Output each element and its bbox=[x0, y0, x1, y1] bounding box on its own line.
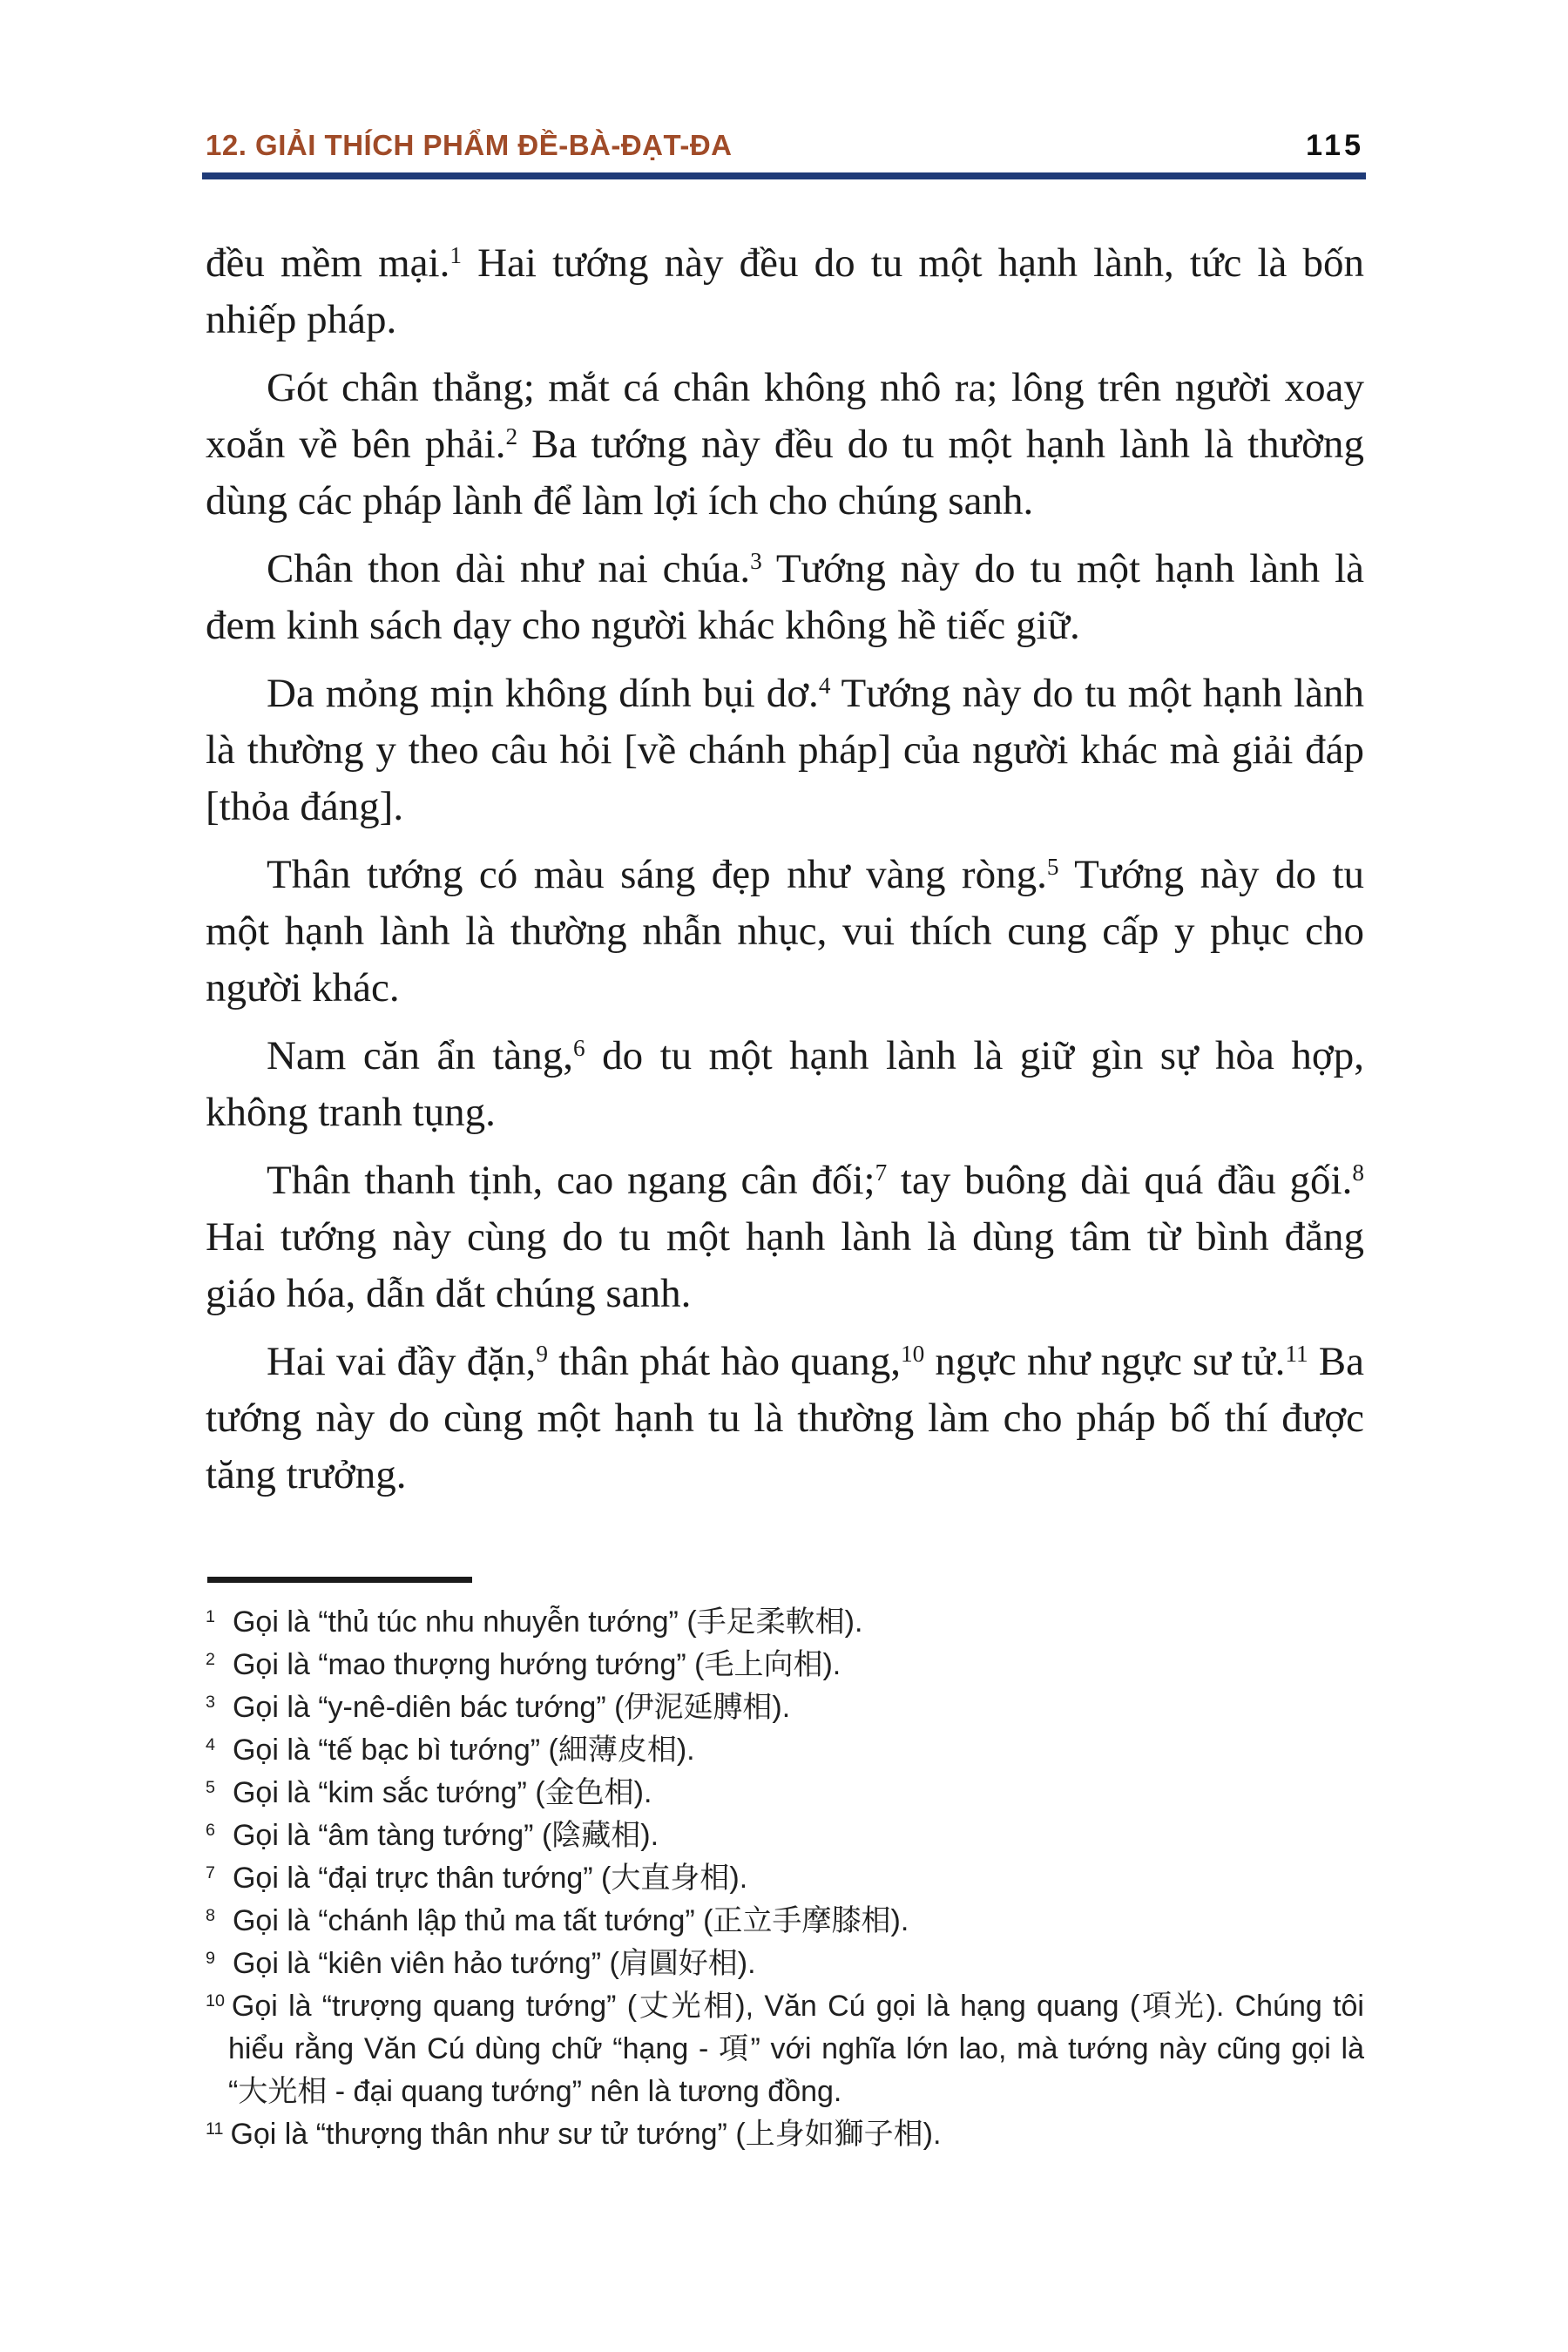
footnotes-section bbox=[206, 1601, 1364, 2156]
body-paragraph: Thân thanh tịnh, cao ngang cân đối;$^7$ tay buông dài quá đầu gối.$^8$ Hai tướng này cùng do tu một hạnh lành là dùng tâm từ bình đẳng giáo hóa, dẫn dắt chúng sanh. bbox=[206, 1158, 1364, 1316]
footnote-reference: 5 bbox=[1046, 854, 1059, 881]
footnote-number: 9 bbox=[206, 1949, 215, 1969]
body-paragraph: đều mềm mại.$^1$ Hai tướng này đều do tu một hạnh lành, tức là bốn nhiếp pháp. bbox=[206, 240, 1364, 342]
footnote-reference: 7 bbox=[875, 1159, 888, 1186]
footnote-reference: 10 bbox=[900, 1341, 925, 1368]
footnote-number: 3 bbox=[206, 1693, 215, 1713]
footnote: $^2$ Gọi là “mao thượng hướng tướng” (毛上向相). bbox=[206, 1648, 841, 1681]
body-paragraph: Gót chân thẳng; mắt cá chân không nhô ra; lông trên người xoay xoắn về bên phải.$^2$ Ba tướng này đều do tu một hạnh lành là thường dùng các pháp lành để làm lợi ích cho chúng sanh. bbox=[206, 365, 1364, 524]
body-paragraph: Da mỏng mịn không dính bụi dơ.$^4$ Tướng này do tu một hạnh lành là thường y theo câu hỏi [về chánh pháp] của người khác mà giải đáp [thỏa đáng]. bbox=[206, 671, 1364, 829]
footnote: $^5$ Gọi là “kim sắc tướng” (金色相). bbox=[206, 1776, 652, 1809]
footnote-number: 8 bbox=[206, 1906, 215, 1926]
page-number: 115 bbox=[1306, 129, 1364, 162]
footnote: $^6$ Gọi là “âm tàng tướng” (陰藏相). bbox=[206, 1819, 659, 1852]
body-paragraph: Thân tướng có màu sáng đẹp như vàng ròng.$^5$ Tướng này do tu một hạnh lành là thường nhẫn nhục, vui thích cung cấp y phục cho người khác. bbox=[206, 852, 1365, 1010]
footnote-number: 6 bbox=[206, 1821, 215, 1841]
body-paragraph: Chân thon dài như nai chúa.$^3$ Tướng này do tu một hạnh lành là đem kinh sách dạy cho người khác không hề tiếc giữ. bbox=[206, 546, 1364, 648]
header-rule bbox=[202, 172, 1366, 179]
footnote-number: 11 bbox=[206, 2119, 224, 2139]
footnote-number: 5 bbox=[206, 1778, 215, 1798]
footnote: $^1$ Gọi là “thủ túc nhu nhuyễn tướng” (手足柔軟相). bbox=[206, 1605, 863, 1639]
body-paragraph: Nam căn ẩn tàng,$^6$ do tu một hạnh lành là giữ gìn sự hòa hợp, không tranh tụng. bbox=[206, 1033, 1364, 1135]
footnote: $^9$ Gọi là “kiên viên hảo tướng” (肩圓好相). bbox=[206, 1947, 756, 1980]
footnote-number: 7 bbox=[206, 1863, 215, 1883]
footnote-reference: 3 bbox=[750, 548, 762, 575]
footnote-reference: 6 bbox=[573, 1035, 585, 1062]
footnote-number: 2 bbox=[206, 1650, 215, 1670]
footnote-number: 10 bbox=[206, 1991, 225, 2011]
footnote-number: 1 bbox=[206, 1607, 215, 1627]
body-text bbox=[206, 235, 1364, 1515]
footnote-reference: 8 bbox=[1352, 1159, 1364, 1186]
footnote-reference: 2 bbox=[505, 423, 518, 450]
body-paragraph: Hai vai đầy đặn,$^9$ thân phát hào quang,$^{10}$ ngực như ngực sư tử.$^{11}$ Ba tướng này do cùng một hạnh tu là thường làm cho pháp bố thí được tăng trưởng. bbox=[206, 1339, 1364, 1497]
page-header bbox=[206, 129, 1364, 163]
running-head-chapter-title: 12. GIẢI THÍCH PHẨM ĐỀ-BÀ-ĐẠT-ĐA bbox=[206, 129, 733, 161]
footnote-reference: 9 bbox=[536, 1341, 548, 1368]
footnote-reference: 11 bbox=[1285, 1341, 1308, 1368]
footnote-reference: 1 bbox=[449, 242, 462, 269]
footnote-reference: 4 bbox=[818, 672, 831, 700]
footnote: $^4$ Gọi là “tế bạc bì tướng” (細薄皮相). bbox=[206, 1734, 695, 1767]
footnote: $^7$ Gọi là “đại trực thân tướng” (大直身相). bbox=[206, 1862, 748, 1895]
footnote: $^3$ Gọi là “y-nê-diên bác tướng” (伊泥延膊相). bbox=[206, 1691, 791, 1724]
footnote: $^8$ Gọi là “chánh lập thủ ma tất tướng” (正立手摩膝相). bbox=[206, 1904, 909, 1937]
footnote-separator bbox=[207, 1577, 472, 1583]
footnote: $^{10}$ Gọi là “trượng quang tướng” (丈光相), Văn Cú gọi là hạng quang (項光). Chúng tôi hiểu rằng Văn Cú dùng chữ “hạng - 項” với nghĩa lớn lao, mà tướng này cũng gọi là “大光相 - đại quang tướng” nên là tương đồng. bbox=[206, 1990, 1364, 2108]
footnote: $^{11}$ Gọi là “thượng thân như sư tử tướng” (上身如獅子相). bbox=[206, 2118, 942, 2151]
footnote-number: 4 bbox=[206, 1735, 215, 1755]
